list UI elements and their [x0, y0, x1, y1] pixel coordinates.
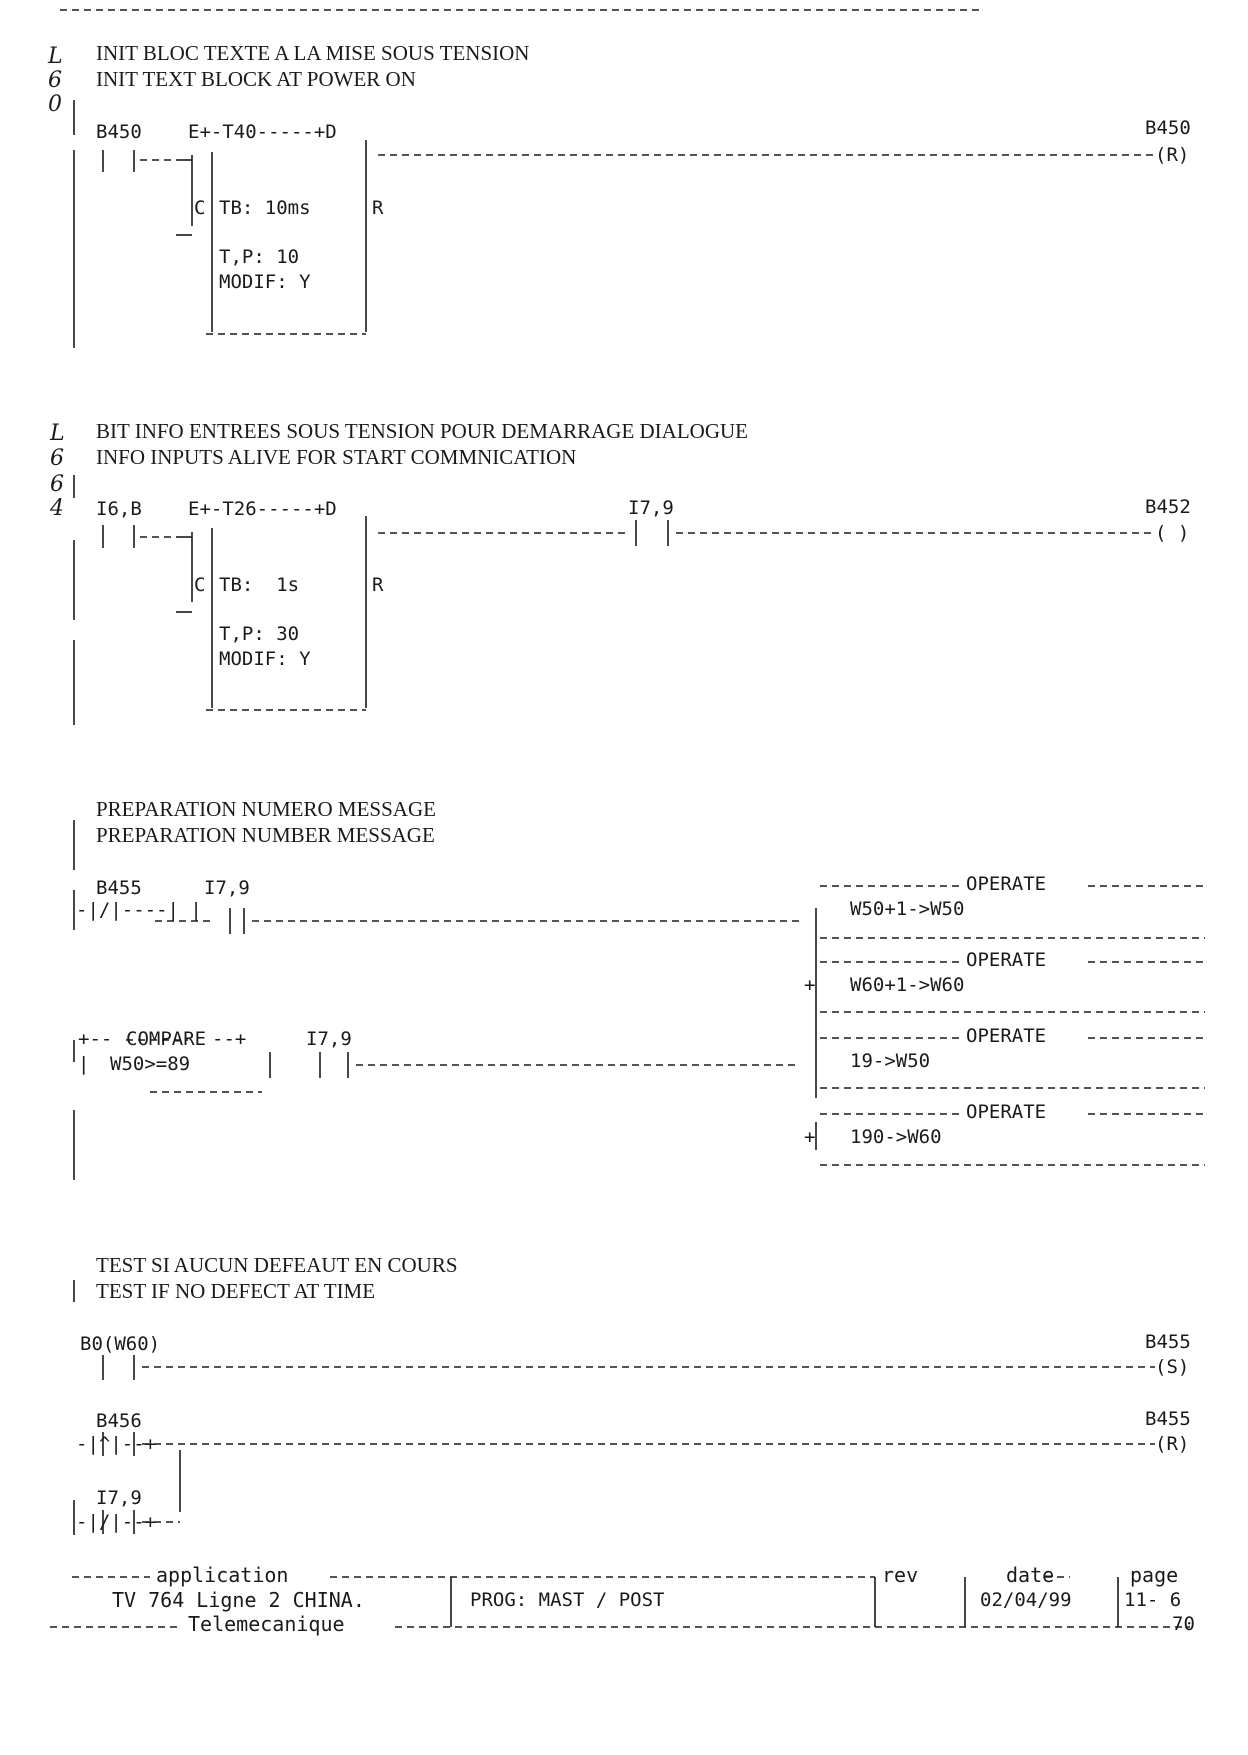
footer-page-label: page	[1130, 1563, 1179, 1587]
contact-i79-c: I7,9	[306, 1028, 352, 1050]
contact-b455-nc-symbol: -|/|----| |	[76, 899, 202, 921]
operate-label-1: OPERATE	[966, 873, 1047, 895]
operate-label-3: OPERATE	[966, 1025, 1047, 1047]
contact-i6b: I6,B	[96, 498, 142, 520]
compare-box-top: +--	[78, 1028, 113, 1050]
line-tag-6-hw: 6	[50, 446, 64, 471]
operate-expr-4: 190->W60	[850, 1126, 942, 1148]
coil-reset-b455: (R)	[1155, 1433, 1190, 1455]
operate-label-4: OPERATE	[966, 1101, 1047, 1123]
timer-t40-header: E+-T40-----+D	[188, 121, 337, 143]
coil-name-b455-reset: B455	[1145, 1408, 1191, 1430]
timer-t26-r: R	[372, 574, 384, 596]
compare-box-top-end: --+	[212, 1028, 247, 1050]
operate-join-4: +	[804, 1126, 816, 1148]
section2-title-en: INFO INPUTS ALIVE FOR START COMMNICATION	[96, 445, 577, 469]
footer-prog: PROG: MAST / POST	[470, 1589, 665, 1611]
coil-name-b450: B450	[1145, 117, 1191, 139]
footer-app-name: TV 764 Ligne 2 CHINA.	[112, 1588, 365, 1612]
operate-label-2: OPERATE	[966, 949, 1047, 971]
section1-title-fr: INIT BLOC TEXTE A LA MISE SOUS TENSION	[96, 41, 530, 65]
contact-i79-a: I7,9	[628, 497, 674, 519]
contact-b456: B456	[96, 1410, 142, 1432]
operate-expr-2: W60+1->W60	[850, 974, 965, 996]
timer-t40-modif: MODIF: Y	[219, 271, 311, 293]
coil-b452: ( )	[1155, 522, 1190, 544]
compare-expr: W50>=89	[110, 1053, 191, 1075]
timer-t26-header: E+-T26-----+D	[188, 498, 337, 520]
section4-title-fr: TEST SI AUCUN DEFEAUT EN COURS	[96, 1253, 458, 1277]
section3-title-en: PREPARATION NUMBER MESSAGE	[96, 823, 435, 847]
footer-page-num: 70	[1172, 1613, 1195, 1635]
footer-date-label: date	[1006, 1563, 1055, 1587]
contact-b0-w60: B0(W60)	[80, 1333, 161, 1355]
footer-date: 02/04/99	[980, 1589, 1072, 1611]
timer-t26-tb: TB: 1s	[219, 574, 300, 596]
operate-join-2: +	[804, 974, 816, 996]
footer-vendor: Telemecanique	[188, 1612, 345, 1636]
section3-title-fr: PREPARATION NUMERO MESSAGE	[96, 797, 436, 821]
contact-b450: B450	[96, 121, 142, 143]
timer-t40-c: C	[194, 197, 206, 219]
section2-title-fr: BIT INFO ENTREES SOUS TENSION POUR DEMARRAGE DIALOGUE	[96, 419, 748, 443]
contact-i79-d: I7,9	[96, 1487, 142, 1509]
contact-i79-b: I7,9	[204, 877, 250, 899]
compare-box-left: |	[78, 1053, 90, 1075]
contact-b456-edge-symbol: -|^|--+	[76, 1433, 157, 1455]
operate-expr-1: W50+1->W50	[850, 898, 965, 920]
line-tag-l60: L 6 0	[48, 44, 63, 117]
footer-page: 11- 6	[1124, 1589, 1182, 1611]
section4-title-en: TEST IF NO DEFECT AT TIME	[96, 1279, 376, 1303]
timer-t26-c: C	[194, 574, 206, 596]
timer-t26-modif: MODIF: Y	[219, 648, 311, 670]
timer-t40-tp: T,P: 10	[219, 246, 300, 268]
footer-application-label: application	[156, 1563, 289, 1587]
contact-b455: B455	[96, 877, 142, 899]
coil-name-b455-set: B455	[1145, 1331, 1191, 1353]
footer-rev-label: rev	[882, 1563, 919, 1587]
contact-i79-nc-symbol: -|/|--+	[76, 1511, 157, 1533]
section1-title-en: INIT TEXT BLOCK AT POWER ON	[96, 67, 416, 91]
operate-expr-3: 19->W50	[850, 1050, 931, 1072]
compare-label: COMPARE	[126, 1028, 207, 1050]
coil-reset-b450: (R)	[1155, 144, 1190, 166]
line-tag-l604: 6 4	[50, 472, 64, 521]
line-tag-l-hw: L	[50, 421, 65, 446]
coil-set-b455: (S)	[1155, 1356, 1190, 1378]
timer-t40-r: R	[372, 197, 384, 219]
coil-name-b452: B452	[1145, 496, 1191, 518]
timer-t26-tp: T,P: 30	[219, 623, 300, 645]
timer-t40-tb: TB: 10ms	[219, 197, 311, 219]
